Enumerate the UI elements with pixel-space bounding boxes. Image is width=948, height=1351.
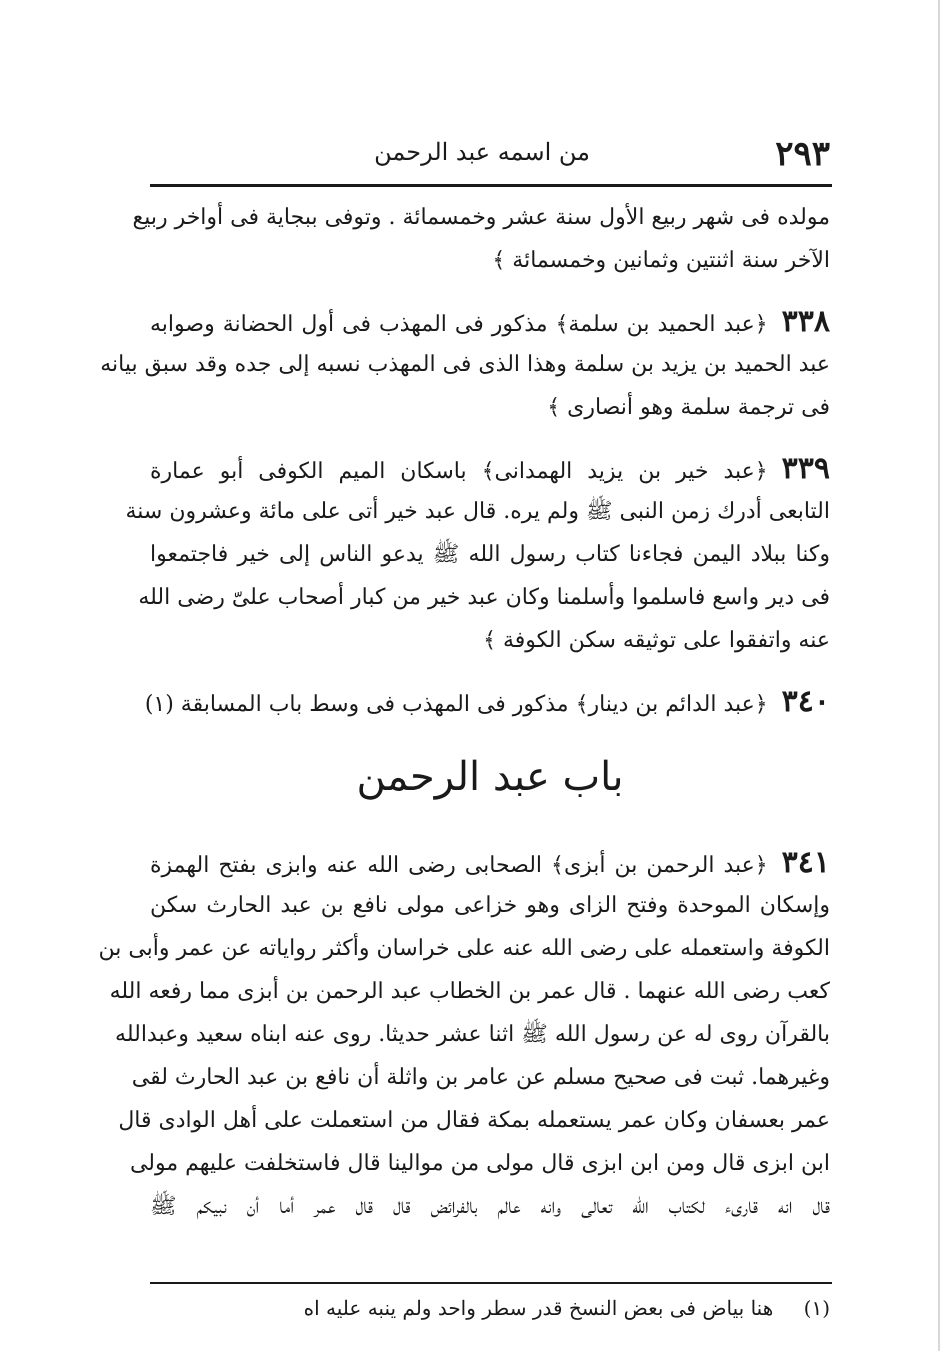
text-line: [115, 1013, 830, 1056]
entry-number: ٣٤٠: [781, 684, 830, 719]
line-text: ﴿عبد خير بن يزيد الهمدانى﴾ باسكان الميم الكوفى أبو عمارة: [150, 459, 768, 484]
text-line: [109, 970, 830, 1013]
line-text: عبد الحميد بن يزيد بن سلمة وهذا الذى فى المهذب نسبه إلى جده وقد سبق بيانه: [100, 352, 830, 377]
running-title: من اسمه عبد الرحمن: [374, 138, 590, 166]
entries-block-2: [98, 841, 830, 1228]
text-line: [150, 619, 830, 662]
line-text: ﴿عبد الرحمن بن أبزى﴾ الصحابى رضى الله عنه وابزى بفتح الهمزة: [150, 853, 768, 878]
line-text: وكنا ببلاد اليمن فجاءنا كتاب رسول الله ﷺ يدعو الناس إلى خير فاجتمعوا: [150, 542, 830, 567]
line-text: قال انه قارىء لكتاب الله تعالى وانه عالم بالفرائض قال قال عمر أما أن نبيكم ﷺ: [150, 1194, 830, 1219]
scan-edge-line: [938, 0, 940, 1351]
line-text: وغيرهما. ثبت فى صحيح مسلم عن عامر بن واثلة أن نافع بن عبد الحارث لقى: [131, 1065, 830, 1090]
line-text: وإسكان الموحدة وفتح الزاى وهو خزاعى مولى نافع بن عبد الحارث سكن: [150, 893, 830, 918]
line-text: فى ترجمة سلمة وهو أنصارى ﴾: [547, 395, 830, 420]
page-number: ٢٩٣: [775, 134, 830, 174]
text-line: [150, 884, 830, 927]
section-title: باب عبد الرحمن: [356, 754, 624, 800]
line-text: عمر بعسفان وكان عمر يستعمله بمكة فقال من استعملت على أهل الوادى قال: [118, 1108, 830, 1133]
entry-line: [150, 300, 830, 343]
text-line: [118, 1099, 830, 1142]
text-line: [150, 1185, 830, 1228]
text-line: [131, 1056, 830, 1099]
entries-block-1: [100, 196, 830, 723]
text-line: [98, 927, 830, 970]
line-text: ﴿عبد الحميد بن سلمة﴾ مذكور فى المهذب فى أول الحضانة وصوابه: [150, 312, 768, 337]
line-text: ابن ابزى قال ومن ابن ابزى قال مولى من موالينا قال فاستخلفت عليهم مولى: [129, 1151, 830, 1176]
footnote-text: هنا بياض فى بعض النسخ قدر سطر واحد ولم ينبه عليه اه: [303, 1296, 774, 1320]
footnote: [150, 1290, 830, 1326]
line-text: الكوفة واستعمله على رضى الله عنه على خراسان وأكثر رواياته عن عمر وأبى بن: [98, 936, 830, 961]
text-line: [138, 576, 830, 619]
page-header: [150, 132, 830, 184]
entry-line: [144, 680, 830, 723]
footnote-mark: (١): [803, 1296, 830, 1320]
line-text: كعب رضى الله عنهما . قال عمر بن الخطاب عبد الرحمن بن أبزى مما رفعه الله: [109, 979, 830, 1004]
text-line: [125, 490, 830, 533]
line-text: الآخر سنة اثنتين وثمانين وخمسمائة ﴾: [492, 248, 830, 273]
text-line: [132, 196, 830, 239]
line-text: مولده فى شهر ربيع الأول سنة عشر وخمسمائة . وتوفى ببجاية فى أواخر ربيع: [132, 205, 830, 230]
line-text: ﴿عبد الدائم بن دينار﴾ مذكور فى المهذب فى وسط باب المسابقة (١): [144, 692, 768, 717]
line-text: بالقرآن روى له عن رسول الله ﷺ اثنا عشر حديثا. روى عنه ابناه سعيد وعبدالله: [115, 1022, 830, 1047]
text-line: [100, 343, 830, 386]
entry-line: [150, 841, 830, 884]
entry-number: ٣٣٨: [781, 304, 830, 339]
entry-line: [150, 447, 830, 490]
text-line: [129, 1142, 830, 1185]
text-line: [150, 386, 830, 429]
line-text: التابعى أدرك زمن النبى ﷺ ولم يره. قال عبد خير أتى على مائة وعشرون سنة: [125, 499, 830, 524]
text-line: [150, 533, 830, 576]
line-text: فى دير واسع فاسلموا وأسلمنا وكان عبد خير من كبار أصحاب علىّ رضى الله: [138, 585, 830, 610]
entry-number: ٣٤١: [781, 845, 830, 880]
entry-number: ٣٣٩: [781, 451, 830, 486]
header-rule: [150, 184, 832, 187]
footnote-rule: [150, 1282, 832, 1284]
text-line: [150, 239, 830, 282]
line-text: عنه واتفقوا على توثيقه سكن الكوفة ﴾: [483, 628, 830, 653]
body-text: [98, 196, 830, 1228]
